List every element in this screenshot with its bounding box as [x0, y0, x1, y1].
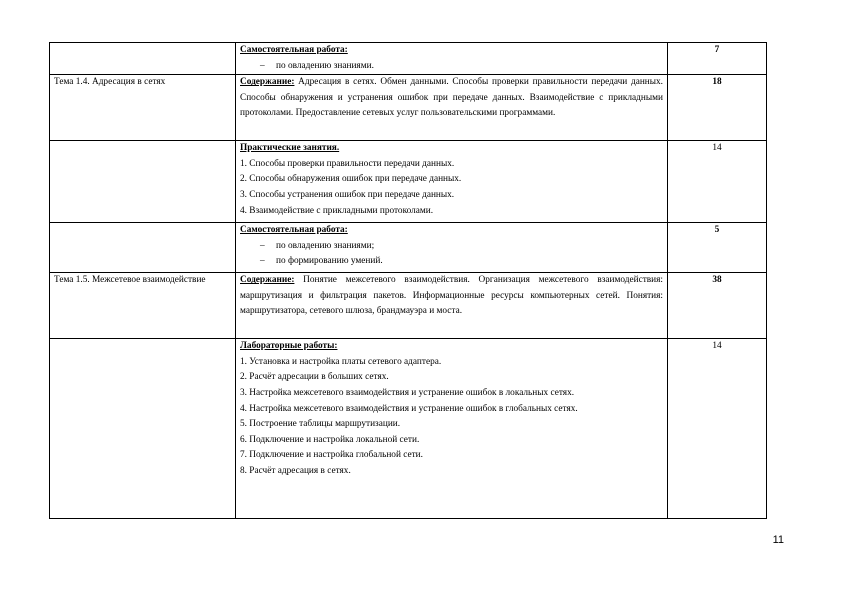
- content-header: Содержание:: [240, 275, 295, 286]
- bullet-text: по формированию умений.: [276, 256, 383, 267]
- content-cell: [236, 339, 668, 519]
- content-paragraph: [240, 339, 663, 355]
- hours-cell: 7: [668, 43, 767, 75]
- topic-cell: [50, 141, 236, 223]
- numbered-item: 2. Расчёт адресации в больших сетях.: [240, 372, 389, 383]
- numbered-item: 2. Способы обнаружения ошибок при передаче данных.: [240, 174, 462, 185]
- content-cell: [236, 223, 668, 273]
- bullet-item: [240, 59, 663, 75]
- content-cell: [236, 141, 668, 223]
- numbered-item: 3. Настройка межсетевого взаимодействия и устранение ошибок в локальных сетях.: [240, 387, 575, 398]
- numbered-item: 4. Настройка межсетевого взаимодействия и устранение ошибок в глобальных сетях.: [240, 403, 578, 414]
- content-header: Содержание:: [240, 77, 295, 88]
- content-cell: [236, 75, 668, 141]
- topic-cell: Тема 1.4. Адресация в сетях: [50, 75, 236, 141]
- content-paragraph: [240, 75, 663, 122]
- content-header: Самостоятельная работа:: [240, 225, 348, 236]
- table-row: [50, 339, 767, 519]
- content-cell: [236, 43, 668, 75]
- content-cell: [236, 273, 668, 339]
- bullet-item: [240, 254, 663, 270]
- topic-cell: Тема 1.5. Межсетевое взаимодействие: [50, 273, 236, 339]
- content-text: Адресация в сетях. Обмен данными. Способы проверки правильности передачи данных. Способы обнаружения и устранения ошибок при передаче данных. Взаимодействие с прикладными протоколами. Предоставление сетевых услуг пользовательскими программами.: [240, 77, 663, 119]
- bullet-text: по овладению знаниями.: [276, 60, 374, 71]
- bullet-dash: –: [260, 240, 265, 251]
- numbered-item: 7. Подключение и настройка глобальной сети.: [240, 450, 423, 461]
- topic-cell: [50, 339, 236, 519]
- table-row: [50, 223, 767, 273]
- topic-cell: [50, 43, 236, 75]
- content-header: Лабораторные работы:: [240, 341, 338, 352]
- content-paragraph: [240, 273, 663, 320]
- numbered-item: 1. Способы проверки правильности передачи данных.: [240, 158, 455, 169]
- table-row: [50, 273, 767, 339]
- content-header: Практические занятия.: [240, 143, 340, 154]
- hours-cell: 5: [668, 223, 767, 273]
- content-paragraph: [240, 223, 663, 239]
- content-text: Понятие межсетевого взаимодействия. Организация межсетевого взаимодействия: маршрутизация и фильтрация пакетов. Информационные ресурсы компьютерных сетей. Понятия: маршрутизатора, сетевого шлюза, брандмауэра и моста.: [240, 275, 663, 317]
- table-row: [50, 43, 767, 75]
- table-row: [50, 75, 767, 141]
- hours-cell: 38: [668, 273, 767, 339]
- hours-cell: 14: [668, 339, 767, 519]
- hours-cell: 18: [668, 75, 767, 141]
- numbered-item: 5. Построение таблицы маршрутизации.: [240, 419, 401, 430]
- content-paragraph: [240, 141, 663, 157]
- numbered-item: 1. Установка и настройка платы сетевого адаптера.: [240, 356, 442, 367]
- curriculum-table-body: [50, 43, 767, 519]
- bullet-dash: –: [260, 256, 265, 267]
- bullet-text: по овладению знаниями;: [276, 240, 375, 251]
- numbered-item: 8. Расчёт адресация в сетях.: [240, 465, 351, 476]
- numbered-item: 3. Способы устранения ошибок при передаче данных.: [240, 189, 455, 200]
- content-header: Самостоятельная работа:: [240, 45, 348, 55]
- content-paragraph: [240, 43, 663, 59]
- page-number: 11: [772, 534, 784, 546]
- bullet-item: [240, 239, 663, 255]
- numbered-item: 4. Взаимодействие с прикладными протоколами.: [240, 205, 434, 216]
- numbered-item: 6. Подключение и настройка локальной сети.: [240, 434, 420, 445]
- hours-cell: 14: [668, 141, 767, 223]
- bullet-dash: –: [260, 60, 265, 71]
- topic-cell: [50, 223, 236, 273]
- curriculum-table: [49, 42, 767, 519]
- table-row: [50, 141, 767, 223]
